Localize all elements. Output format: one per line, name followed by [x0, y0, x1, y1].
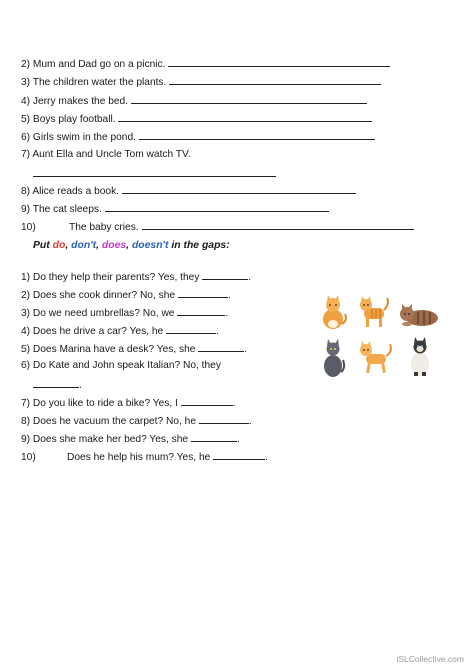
item-end: . — [225, 308, 229, 319]
answer-blank[interactable] — [131, 94, 367, 104]
exercise-a-item — [21, 94, 367, 108]
item-number: 4) — [21, 96, 31, 107]
item-number: 7) — [21, 149, 31, 160]
answer-blank[interactable] — [105, 202, 329, 212]
item-end: . — [236, 434, 240, 445]
exercise-a-item — [21, 149, 191, 161]
item-number: 2) — [21, 290, 31, 301]
item-end: . — [79, 380, 82, 391]
instruction-comma: , — [96, 240, 99, 251]
exercise-b-item — [21, 432, 240, 446]
item-number: 2) — [21, 59, 31, 70]
item-question: Does she cook dinner? No, she — [32, 290, 176, 301]
item-number: 8) — [21, 186, 31, 197]
item-question: Do Kate and John speak Italian? No, they — [32, 360, 221, 371]
word-dont: don't — [71, 240, 97, 251]
answer-blank[interactable] — [122, 184, 356, 194]
item-question: Does he vacuum the carpet? No, he — [32, 416, 197, 427]
exercise-b-item — [21, 324, 219, 338]
exercise-b-item — [21, 360, 221, 372]
item-sentence: Mum and Dad go on a picnic. — [32, 59, 166, 70]
exercise-a-item — [21, 112, 372, 126]
item-sentence: Aunt Ella and Uncle Tom watch TV. — [32, 149, 191, 160]
item-number: 7) — [21, 398, 31, 409]
answer-blank[interactable] — [213, 450, 265, 460]
exercise-a-item — [21, 75, 381, 89]
item-number: 9) — [21, 204, 31, 215]
item-sentence: The cat sleeps. — [32, 204, 102, 215]
item-sentence: Jerry makes the bed. — [32, 96, 129, 107]
cat-grey-sitting-icon — [320, 338, 346, 378]
item-end: . — [216, 326, 219, 337]
answer-blank[interactable] — [166, 324, 216, 334]
exercise-a-item — [21, 202, 329, 216]
cat-orange-walking-icon — [356, 340, 394, 376]
exercise-a-item — [21, 57, 390, 71]
cat-orange-sitting-icon — [318, 294, 348, 330]
exercise-b-item — [21, 288, 231, 302]
answer-blank[interactable] — [191, 432, 237, 442]
item-number: 3) — [21, 77, 31, 88]
item-number: 10) — [21, 222, 36, 233]
item-sentence: Girls swim in the pond. — [32, 132, 136, 143]
item-end: . — [227, 290, 231, 301]
answer-blank[interactable] — [169, 75, 381, 85]
item-sentence: The children water the plants. — [32, 77, 167, 88]
instruction-heading — [33, 240, 230, 251]
item-number: 10) — [21, 452, 36, 463]
exercise-a-item — [21, 184, 356, 198]
answer-blank[interactable] — [181, 396, 233, 406]
item-question: Does he help his mum? Yes, he — [67, 452, 211, 463]
instruction-put: Put — [33, 240, 50, 251]
item-number: 6) — [21, 360, 31, 371]
instruction-comma: , — [126, 240, 130, 251]
exercise-b-item — [21, 270, 251, 284]
exercise-b-item — [21, 414, 252, 428]
answer-blank[interactable] — [198, 342, 244, 352]
item-number: 5) — [21, 344, 31, 355]
item-question: Do they help their parents? Yes, they — [32, 272, 200, 283]
exercise-b-continuation — [33, 378, 82, 392]
exercise-b-item — [21, 396, 236, 410]
exercise-b-item — [21, 450, 268, 464]
item-question: Do you like to ride a bike? Yes, I — [32, 398, 178, 409]
item-number: 5) — [21, 114, 31, 125]
item-question: Does she make her bed? Yes, she — [32, 434, 189, 445]
instruction-comma: , — [65, 240, 69, 251]
answer-blank[interactable] — [168, 57, 390, 67]
word-do: do — [52, 240, 66, 251]
answer-blank[interactable] — [178, 288, 228, 298]
item-number: 3) — [21, 308, 31, 319]
item-number: 6) — [21, 132, 31, 143]
word-does: does — [101, 240, 127, 251]
cat-orange-standing-icon — [356, 294, 392, 330]
exercise-b-item — [21, 342, 247, 356]
answer-blank[interactable] — [33, 378, 79, 388]
answer-blank[interactable] — [177, 306, 225, 316]
item-end: . — [244, 344, 248, 355]
item-end: . — [265, 452, 268, 463]
answer-blank[interactable] — [202, 270, 248, 280]
item-sentence: Boys play football. — [32, 114, 116, 125]
item-sentence: The baby cries. — [69, 222, 139, 233]
item-number: 8) — [21, 416, 31, 427]
item-question: Do we need umbrellas? No, we — [32, 308, 175, 319]
answer-blank[interactable] — [139, 130, 375, 140]
cat-tabby-lying-icon — [398, 300, 440, 328]
exercise-a-item — [21, 130, 375, 144]
item-number: 4) — [21, 326, 31, 337]
item-number: 9) — [21, 434, 31, 445]
item-question: Does Marina have a desk? Yes, she — [32, 344, 196, 355]
item-number: 1) — [21, 272, 31, 283]
exercise-a-continuation — [33, 167, 276, 181]
item-question: Does he drive a car? Yes, he — [32, 326, 164, 337]
answer-blank[interactable] — [118, 112, 372, 122]
exercise-a-item — [21, 220, 414, 234]
exercise-b-item — [21, 306, 228, 320]
item-end: . — [232, 398, 236, 409]
word-doesnt: doesn't — [131, 240, 169, 251]
answer-blank[interactable] — [142, 220, 414, 230]
instruction-in-gaps: in the gaps: — [171, 240, 230, 251]
watermark: iSLCollective.com — [396, 654, 464, 664]
cat-siamese-sitting-icon — [406, 336, 434, 378]
cats-illustration — [312, 290, 462, 390]
item-sentence: Alice reads a book. — [32, 186, 119, 197]
item-end: . — [248, 416, 252, 427]
item-end: . — [248, 272, 252, 283]
answer-blank[interactable] — [199, 414, 249, 424]
answer-blank[interactable] — [33, 167, 276, 177]
